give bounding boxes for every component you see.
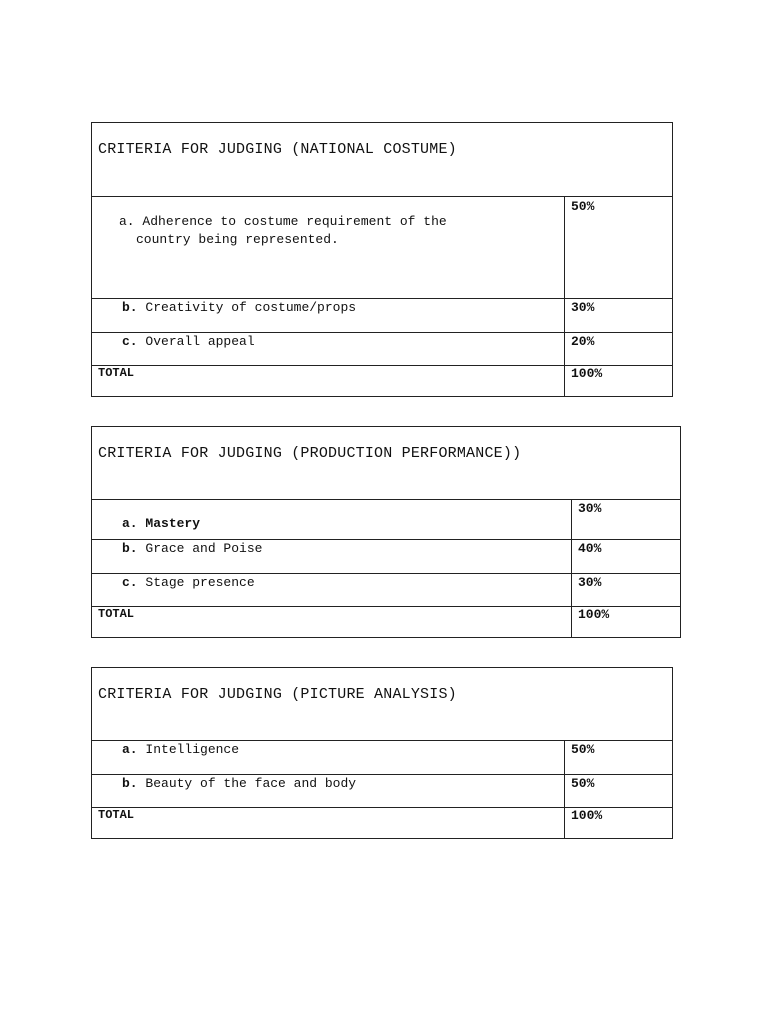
criteria-label xyxy=(122,333,255,351)
criteria-label xyxy=(122,775,356,793)
criteria-marker: a. xyxy=(122,742,138,757)
total-label: TOTAL xyxy=(98,607,135,621)
criteria-label xyxy=(122,299,356,317)
criteria-text: Adherence to costume requirement of the xyxy=(142,214,447,229)
criteria-percent: 30% xyxy=(578,501,602,516)
table-title xyxy=(92,427,680,500)
criteria-percent: 30% xyxy=(578,575,602,590)
criteria-marker: a. xyxy=(119,214,135,229)
table-title-text: CRITERIA FOR JUDGING (NATIONAL COSTUME) xyxy=(98,141,457,158)
criteria-row-c xyxy=(92,574,680,607)
criteria-marker: c. xyxy=(122,575,138,590)
criteria-text: Beauty of the face and body xyxy=(145,776,357,791)
criteria-text: Grace and Poise xyxy=(145,541,263,556)
criteria-percent: 30% xyxy=(571,300,595,315)
criteria-label xyxy=(122,574,255,592)
total-row xyxy=(92,366,672,397)
criteria-label xyxy=(119,213,447,249)
criteria-percent: 50% xyxy=(571,776,595,791)
criteria-text: Intelligence xyxy=(145,742,240,757)
criteria-text: Mastery xyxy=(145,516,201,531)
criteria-row-a xyxy=(92,500,680,540)
criteria-row-b xyxy=(92,299,672,333)
criteria-row-b xyxy=(92,775,672,808)
criteria-percent: 50% xyxy=(571,199,595,214)
criteria-marker: b. xyxy=(122,300,138,315)
criteria-row-a xyxy=(92,741,672,775)
criteria-text-continued: country being represented. xyxy=(136,232,339,247)
criteria-label xyxy=(122,515,200,533)
table-title xyxy=(92,123,672,197)
total-percent: 100% xyxy=(571,808,603,823)
table-title-text: CRITERIA FOR JUDGING (PRODUCTION PERFORMANCE)) xyxy=(98,445,522,462)
criteria-text: Overall appeal xyxy=(145,334,255,349)
picture-analysis-table xyxy=(91,667,673,839)
criteria-row-a xyxy=(92,197,672,299)
table-title-text: CRITERIA FOR JUDGING (PICTURE ANALYSIS) xyxy=(98,686,457,703)
criteria-label xyxy=(122,741,239,759)
criteria-percent: 40% xyxy=(578,541,602,556)
criteria-marker: a. xyxy=(122,516,138,531)
criteria-marker: b. xyxy=(122,541,138,556)
total-label: TOTAL xyxy=(98,366,135,380)
production-performance-table xyxy=(91,426,681,638)
criteria-row-c xyxy=(92,333,672,366)
total-percent: 100% xyxy=(571,366,603,381)
total-percent: 100% xyxy=(578,607,610,622)
total-label: TOTAL xyxy=(98,808,135,822)
total-row xyxy=(92,808,672,839)
criteria-text: Creativity of costume/props xyxy=(145,300,357,315)
criteria-percent: 20% xyxy=(571,334,595,349)
total-row xyxy=(92,607,680,638)
table-title xyxy=(92,668,672,741)
criteria-row-b xyxy=(92,540,680,574)
criteria-percent: 50% xyxy=(571,742,595,757)
criteria-text: Stage presence xyxy=(145,575,255,590)
national-costume-table xyxy=(91,122,673,397)
criteria-marker: b. xyxy=(122,776,138,791)
criteria-marker: c. xyxy=(122,334,138,349)
criteria-label xyxy=(122,540,262,558)
